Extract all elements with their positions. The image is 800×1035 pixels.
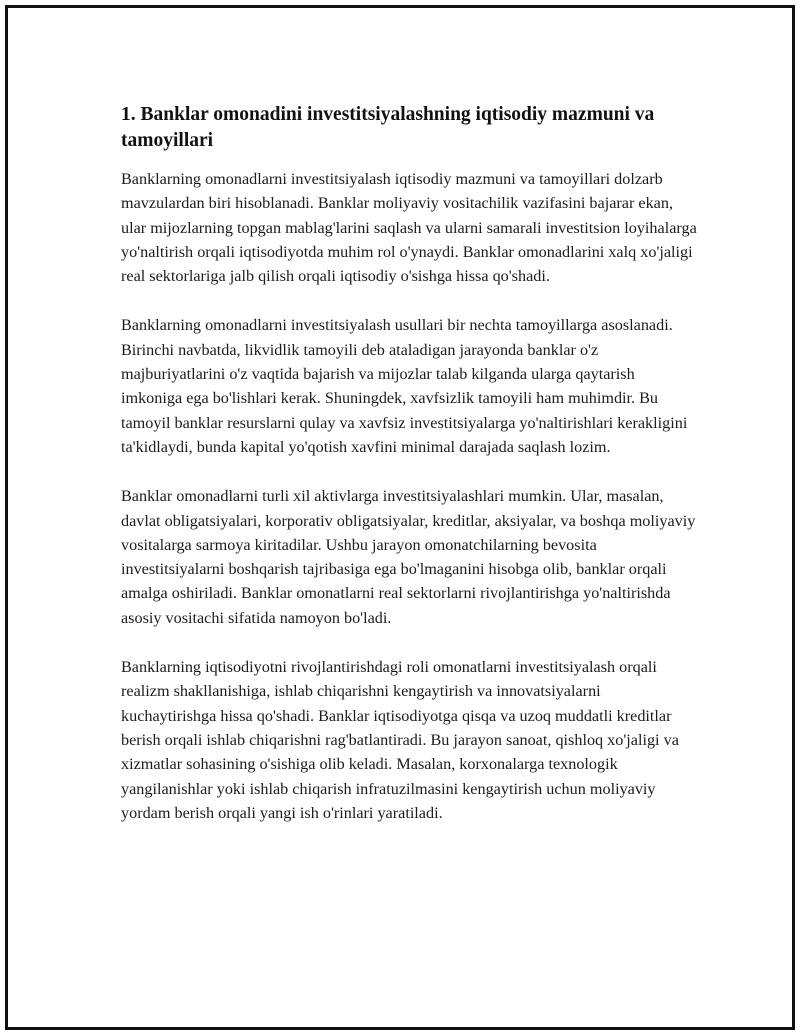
paragraph-1: Banklarning omonadlarni investitsiyalash iqtisodiy mazmuni va tamoyillari dolzarb mavzulardan biri hisoblanadi. Banklar moliyaviy vositachilik vazifasini bajarar ekan, ular mijozlarning topgan mablag'larini saqlash va ularni samarali investitsion loyihalarga yo'naltirish orqali iqtisodiyotda muhim rol o'ynaydi. Banklar omonadlarini xalq xo'jaligi real sektorlariga jalb qilish orqali iqtisodiy o'sishga hissa qo'shadi. bbox=[121, 170, 697, 286]
page-frame bbox=[5, 5, 795, 1030]
paragraph-3: Banklar omonadlarni turli xil aktivlarga investitsiyalashlari mumkin. Ular, masalan, davlat obligatsiyalari, korporativ obligatsiyalar, kreditlar, aksiyalar, va boshqa moliyaviy vositalarga sarmoya kiritadilar. Ushbu jarayon omonatchilarning bevosita investitsiyalarni boshqarish tajribasiga ega bo'lmaganini hisobga olib, banklar orqali amalga oshiriladi. Banklar omonatlarni real sektorlarni rivojlantirishga yo'naltirishda asosiy vositachi sifatida namoyon bo'ladi. bbox=[121, 487, 696, 627]
paragraph-4: Banklarning iqtisodiyotni rivojlantirishdagi roli omonatlarni investitsiyalash orqali realizm shakllanishiga, ishlab chiqarishni kengaytirish va innovatsiyalarni kuchaytirishga hissa qo'shadi. Banklar iqtisodiyotga qisqa va uzoq muddatli kreditlar berish orqali ishlab chiqarishni rag'batlantiradi. Bu jarayon sanoat, qishloq xo'jaligi va xizmatlar sohasining o'sishiga olib keladi. Masalan, korxonalarga texnologik yangilanishlar yoki ishlab chiqarish infratuzilmasini kengaytirish uchun moliyaviy yordam berish orqali yangi ish o'rinlari yaratiladi. bbox=[121, 658, 679, 822]
paragraph-2: Banklarning omonadlarni investitsiyalash usullari bir nechta tamoyillarga asoslanadi. Birinchi navbatda, likvidlik tamoyili deb ataladigan jarayonda banklar o'z majburiyatlarini o'z vaqtida bajarish va mijozlar talab kilganda ularga qaytarish imkoniga ega bo'lishlari kerak. Shuningdek, xavfsizlik tamoyili ham muhimdir. Bu tamoyil banklar resurslarni qulay va xavfsiz investitsiyalarga yo'naltirishlari kerakligini ta'kidlaydi, bunda kapital yo'qotish xavfini minimal darajada saqlash lozim. bbox=[121, 316, 688, 456]
document-body bbox=[121, 102, 699, 850]
section-heading: 1. Banklar omonadini investitsiyalashning iqtisodiy mazmuni va tamoyillari bbox=[121, 104, 655, 151]
